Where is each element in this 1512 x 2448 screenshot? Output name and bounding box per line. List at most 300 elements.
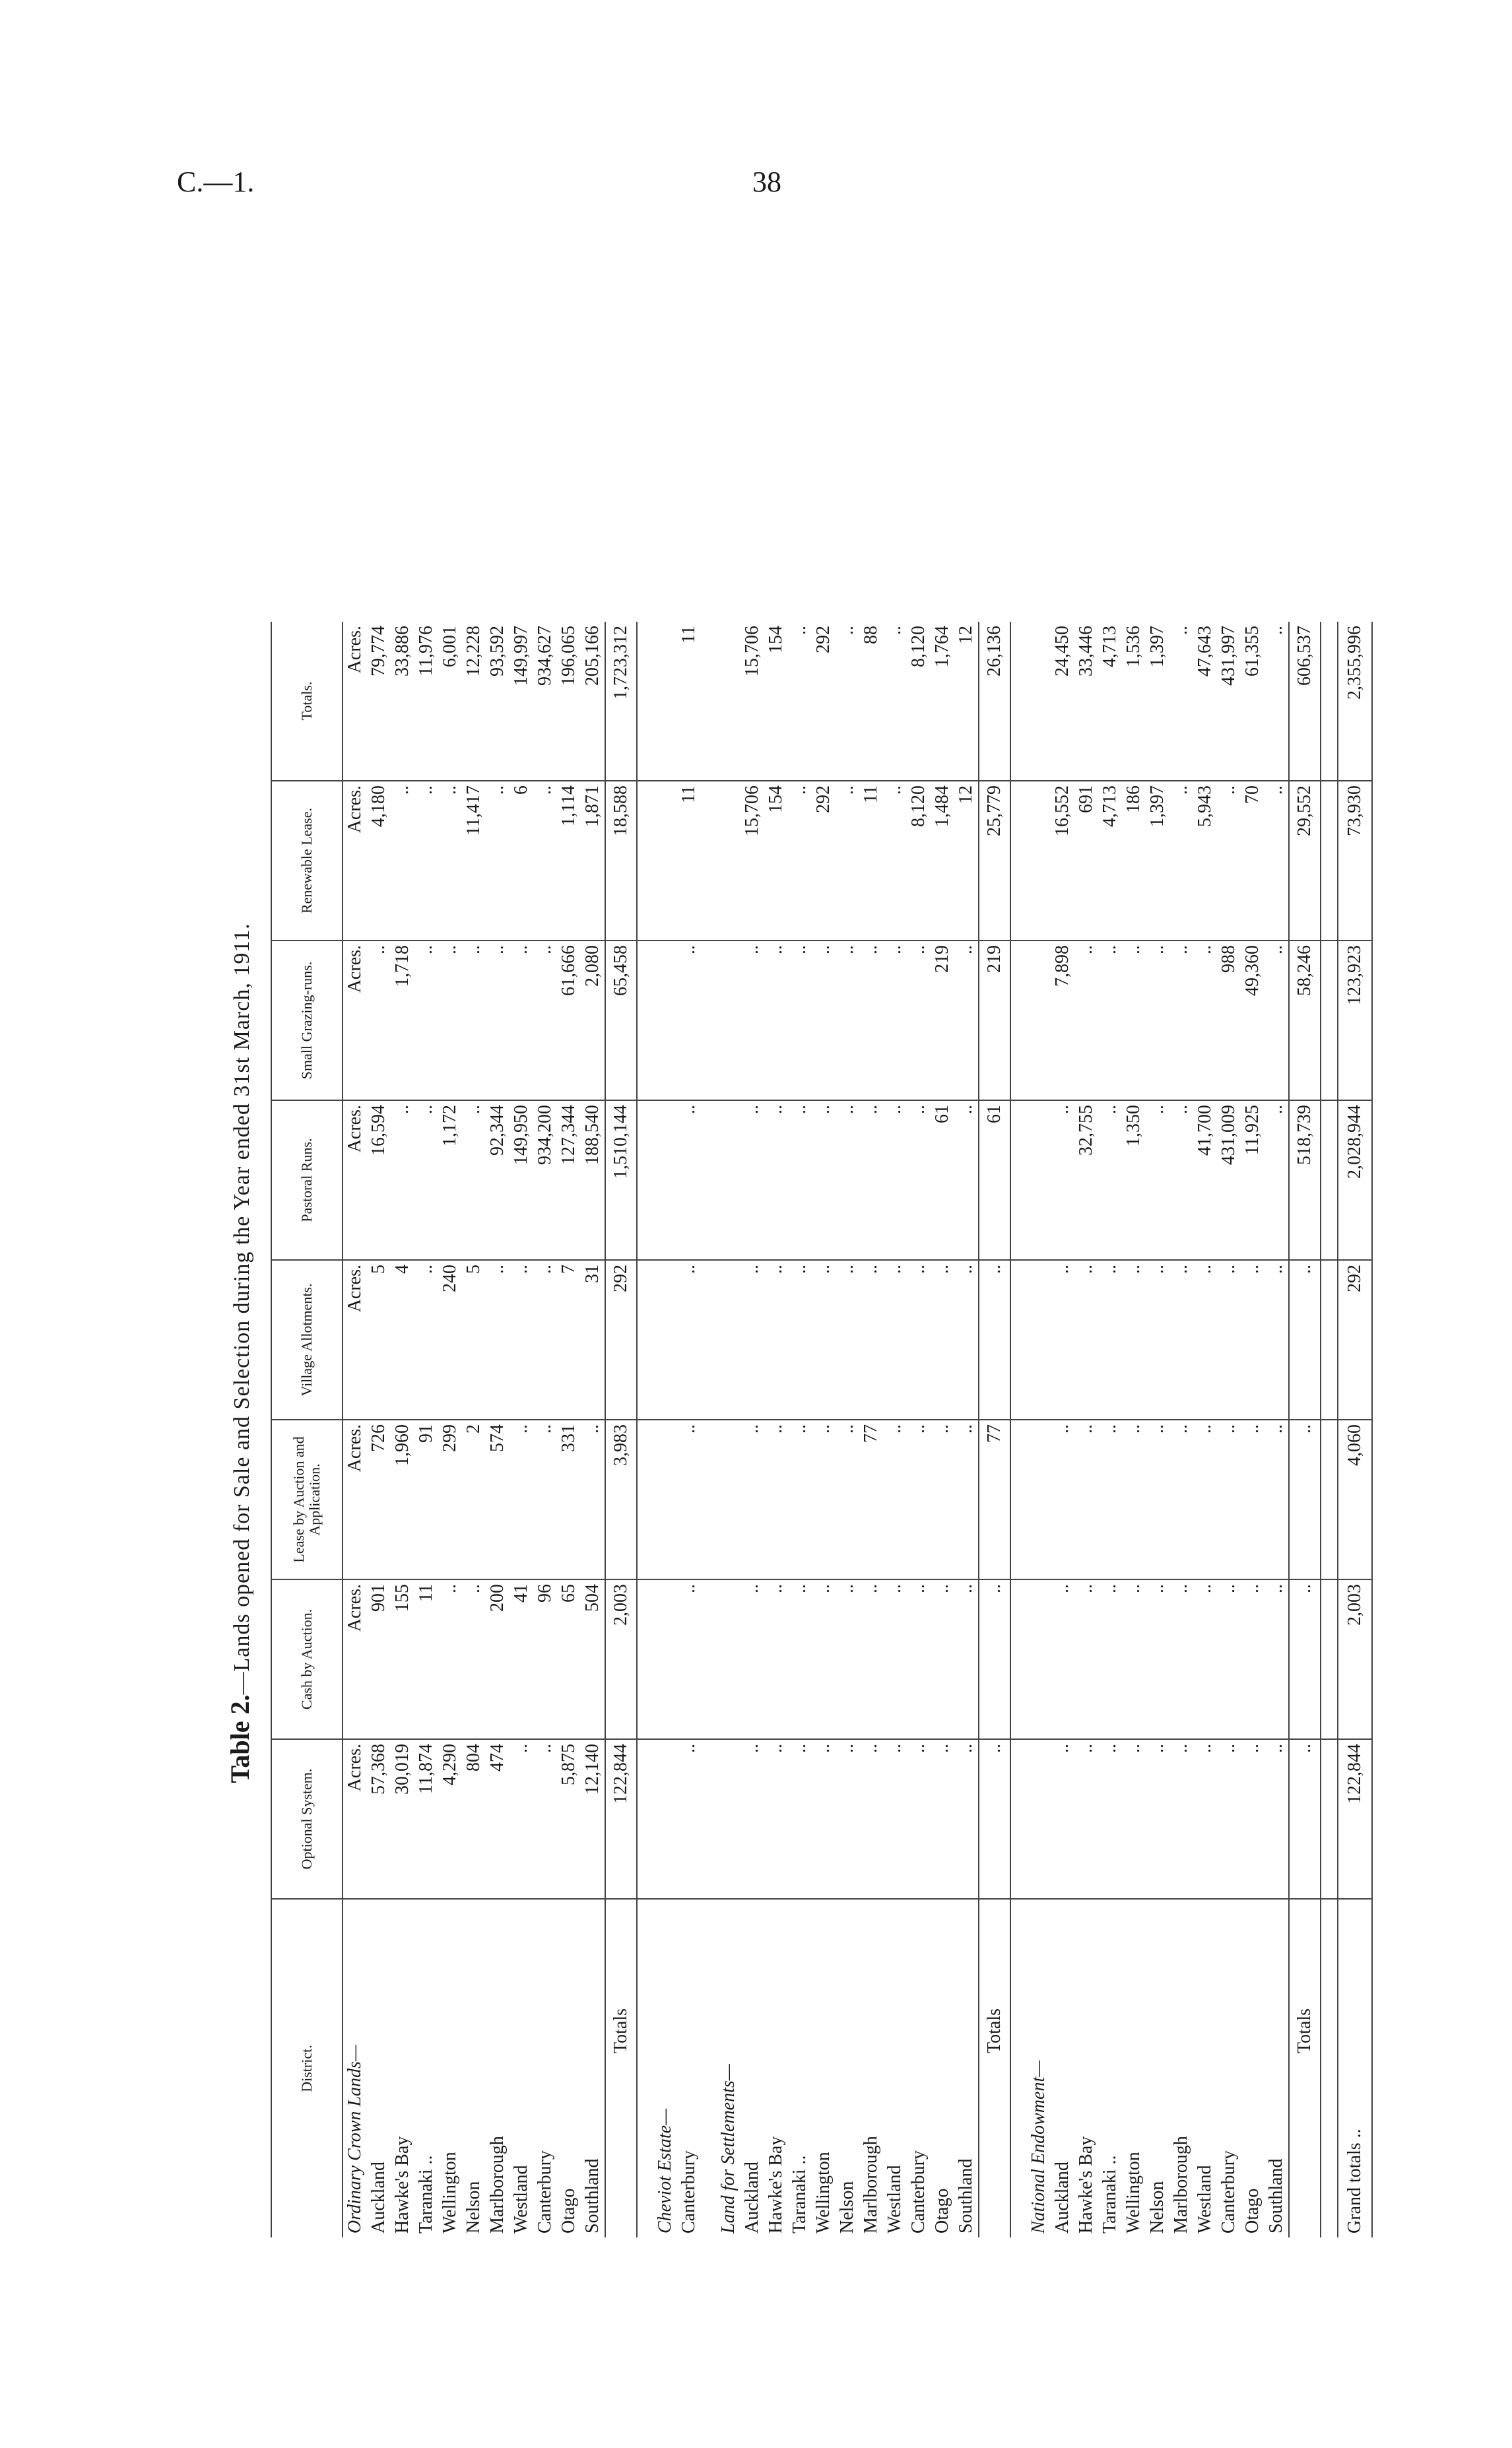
value-cell — [1321, 622, 1338, 781]
table-title — [224, 462, 255, 2244]
district-cell: Nelson — [1147, 2181, 1167, 2233]
value-cell: 1,484 — [931, 781, 954, 941]
value-cell — [701, 941, 717, 1100]
value-cell: .. — [1051, 1739, 1074, 1899]
district-cell: Auckland — [742, 2162, 762, 2233]
table-row — [1074, 622, 1098, 2237]
value-cell: 6,001 — [438, 622, 462, 781]
value-cell: .. — [740, 1260, 764, 1420]
value-cell: .. — [1217, 1420, 1241, 1579]
value-cell: .. — [1146, 1739, 1169, 1899]
column-header: Cash by Auction. — [271, 1579, 343, 1739]
value-cell: .. — [788, 1420, 812, 1579]
value-cell — [1321, 941, 1338, 1100]
district-cell: Ordinary Crown Lands— — [345, 2045, 365, 2233]
value-cell: .. — [764, 1260, 788, 1420]
district-cell: Hawke's Bay — [766, 2136, 786, 2233]
value-cell: .. — [764, 1420, 788, 1579]
value-cell: .. — [509, 1739, 533, 1899]
value-cell: .. — [954, 941, 979, 1100]
value-cell: 25,779 — [979, 781, 1010, 941]
value-cell: .. — [788, 1579, 812, 1739]
value-cell: .. — [954, 1579, 979, 1739]
district-cell: Canterbury — [535, 2150, 555, 2233]
value-cell: 18,588 — [605, 781, 637, 941]
value-cell: 4,060 — [1338, 1420, 1372, 1579]
value-cell: .. — [764, 1739, 788, 1899]
table-row — [1122, 622, 1146, 2237]
value-cell: 26,136 — [979, 622, 1010, 781]
value-cell: 4,180 — [367, 781, 391, 941]
value-cell: .. — [438, 1579, 462, 1739]
value-cell: .. — [1241, 1420, 1265, 1579]
value-cell: .. — [812, 1420, 836, 1579]
value-cell: 96 — [533, 1579, 557, 1739]
district-cell: Wellington — [813, 2152, 834, 2233]
value-cell: 988 — [1217, 941, 1241, 1100]
value-cell: .. — [1265, 941, 1289, 1100]
value-cell: .. — [1169, 1260, 1193, 1420]
value-cell — [653, 941, 677, 1100]
value-cell: .. — [979, 1260, 1010, 1420]
value-cell: .. — [1265, 1100, 1289, 1260]
value-cell: .. — [1146, 1100, 1169, 1260]
value-cell: .. — [677, 1260, 701, 1420]
value-cell: 4,713 — [1098, 781, 1122, 941]
spacer-row — [637, 622, 653, 2237]
district-cell: Southland — [956, 2158, 976, 2233]
value-cell — [653, 622, 677, 781]
value-cell: Acres. — [343, 1579, 367, 1739]
value-cell: 57,368 — [367, 1739, 391, 1899]
column-header: Renewable Lease. — [271, 781, 343, 941]
value-cell: 149,997 — [509, 622, 533, 781]
table-row — [954, 622, 979, 2237]
value-cell: .. — [812, 1739, 836, 1899]
value-cell: .. — [931, 1260, 954, 1420]
district-cell: Otago — [932, 2188, 952, 2233]
value-cell: 127,344 — [557, 1100, 581, 1260]
value-cell: 11 — [859, 781, 883, 941]
value-cell: .. — [907, 1579, 931, 1739]
value-cell: 188,540 — [581, 1100, 605, 1260]
value-cell: 8,120 — [907, 622, 931, 781]
value-cell — [1321, 781, 1338, 941]
value-cell: .. — [367, 941, 391, 1100]
value-cell: .. — [414, 781, 438, 941]
table-row — [1217, 622, 1241, 2237]
value-cell — [1010, 1260, 1027, 1420]
value-cell: 2 — [462, 1420, 486, 1579]
column-header: Pastoral Runs. — [271, 1100, 343, 1260]
value-cell: .. — [414, 941, 438, 1100]
table-row — [1241, 622, 1265, 2237]
value-cell: .. — [1169, 1739, 1193, 1899]
value-cell — [653, 1100, 677, 1260]
value-cell: 219 — [931, 941, 954, 1100]
value-cell: .. — [1289, 1420, 1321, 1579]
value-cell — [701, 1100, 717, 1260]
value-cell — [637, 1100, 653, 1260]
value-cell — [1027, 1260, 1051, 1420]
value-cell: .. — [788, 941, 812, 1100]
value-cell: .. — [1122, 1579, 1146, 1739]
value-cell: .. — [836, 1420, 859, 1579]
value-cell: 1,397 — [1146, 781, 1169, 941]
value-cell: 1,114 — [557, 781, 581, 941]
value-cell — [1321, 1420, 1338, 1579]
value-cell — [637, 1739, 653, 1899]
value-cell: .. — [1265, 1260, 1289, 1420]
value-cell — [1010, 1579, 1027, 1739]
value-cell: .. — [836, 781, 859, 941]
value-cell — [637, 781, 653, 941]
value-cell — [653, 1579, 677, 1739]
value-cell: .. — [740, 1420, 764, 1579]
value-cell — [1027, 1100, 1051, 1260]
value-cell: 122,844 — [1338, 1739, 1372, 1899]
value-cell: .. — [1241, 1579, 1265, 1739]
district-cell: Marlborough — [487, 2136, 508, 2233]
value-cell: .. — [812, 941, 836, 1100]
value-cell: .. — [1289, 1739, 1321, 1899]
district-cell: Southland — [582, 2158, 603, 2233]
table-row — [1169, 622, 1193, 2237]
value-cell: 15,706 — [740, 622, 764, 781]
value-cell: .. — [883, 1100, 907, 1260]
value-cell: 606,537 — [1289, 622, 1321, 781]
value-cell: .. — [859, 1260, 883, 1420]
table-row — [788, 622, 812, 2237]
district-cell: Marlborough — [861, 2136, 881, 2233]
value-cell: 33,886 — [391, 622, 414, 781]
table-row — [557, 622, 581, 2237]
table-row — [740, 622, 764, 2237]
value-cell — [1321, 1739, 1338, 1899]
value-cell: 11,925 — [1241, 1100, 1265, 1260]
value-cell: .. — [533, 1420, 557, 1579]
district-cell: Westland — [511, 2165, 531, 2233]
page-number: 38 — [752, 166, 781, 198]
value-cell: .. — [1074, 1260, 1098, 1420]
value-cell: .. — [1169, 622, 1193, 781]
value-cell: .. — [1074, 1420, 1098, 1579]
district-cell: Canterbury — [1218, 2150, 1239, 2233]
value-cell: 219 — [979, 941, 1010, 1100]
value-cell: .. — [533, 1260, 557, 1420]
value-cell: 574 — [486, 1420, 509, 1579]
value-cell: 331 — [557, 1420, 581, 1579]
district-cell: Nelson — [837, 2181, 857, 2233]
value-cell: .. — [883, 941, 907, 1100]
value-cell: 4 — [391, 1260, 414, 1420]
table-row — [836, 622, 859, 2237]
value-cell: 91 — [414, 1420, 438, 1579]
value-cell: .. — [931, 1739, 954, 1899]
value-cell: .. — [740, 1579, 764, 1739]
value-cell: .. — [1122, 1420, 1146, 1579]
value-cell: .. — [788, 1100, 812, 1260]
table-row — [581, 622, 605, 2237]
value-cell — [717, 1579, 740, 1739]
value-cell: 804 — [462, 1739, 486, 1899]
value-cell: .. — [836, 941, 859, 1100]
section-heading-row — [1027, 622, 1051, 2237]
value-cell: 61,355 — [1241, 622, 1265, 781]
value-cell: .. — [1265, 781, 1289, 941]
district-cell: Marlborough — [1171, 2136, 1191, 2233]
value-cell: .. — [788, 1260, 812, 1420]
district-cell: Totals — [979, 1899, 1010, 2237]
table-row — [907, 622, 931, 2237]
value-cell: 1,723,312 — [605, 622, 637, 781]
value-cell — [701, 1579, 717, 1739]
value-cell: .. — [391, 1100, 414, 1260]
value-cell: 11 — [677, 622, 701, 781]
value-cell: .. — [836, 1579, 859, 1739]
value-cell: 154 — [764, 622, 788, 781]
column-header: Small Grazing-runs. — [271, 941, 343, 1100]
district-cell: Totals — [1289, 1899, 1321, 2237]
district-cell: Taranaki .. — [1100, 2155, 1120, 2233]
value-cell: .. — [954, 1420, 979, 1579]
value-cell: .. — [859, 1739, 883, 1899]
value-cell: 47,643 — [1193, 622, 1217, 781]
value-cell: .. — [1051, 1100, 1074, 1260]
value-cell: .. — [954, 1739, 979, 1899]
table-row — [859, 622, 883, 2237]
table-title-prefix: Table 2. — [225, 1694, 255, 1783]
value-cell: 61,666 — [557, 941, 581, 1100]
table-row — [1193, 622, 1217, 2237]
value-cell: .. — [1193, 1739, 1217, 1899]
table-row — [414, 622, 438, 2237]
value-cell: .. — [1098, 1579, 1122, 1739]
table-row — [1098, 622, 1122, 2237]
value-cell: .. — [486, 1260, 509, 1420]
value-cell — [717, 622, 740, 781]
value-cell: .. — [677, 1100, 701, 1260]
value-cell: .. — [764, 1579, 788, 1739]
table-row — [883, 622, 907, 2237]
value-cell: 934,627 — [533, 622, 557, 781]
value-cell — [653, 781, 677, 941]
value-cell: 1,764 — [931, 622, 954, 781]
value-cell: Acres. — [343, 1739, 367, 1899]
value-cell: 292 — [812, 781, 836, 941]
value-cell: .. — [1074, 941, 1098, 1100]
value-cell: .. — [1193, 1420, 1217, 1579]
value-cell: 32,755 — [1074, 1100, 1098, 1260]
value-cell: .. — [740, 941, 764, 1100]
section-heading-row — [653, 622, 677, 2237]
value-cell: .. — [1265, 622, 1289, 781]
value-cell: 2,080 — [581, 941, 605, 1100]
value-cell: 2,028,944 — [1338, 1100, 1372, 1260]
value-cell — [701, 781, 717, 941]
value-cell: .. — [1098, 1260, 1122, 1420]
value-cell: .. — [883, 622, 907, 781]
value-cell: 1,960 — [391, 1420, 414, 1579]
value-cell: .. — [740, 1739, 764, 1899]
value-cell: 12,140 — [581, 1739, 605, 1899]
value-cell — [701, 622, 717, 781]
value-cell: 11,874 — [414, 1739, 438, 1899]
value-cell: 2,003 — [605, 1579, 637, 1739]
value-cell: 73,930 — [1338, 781, 1372, 941]
value-cell: .. — [907, 1100, 931, 1260]
value-cell: 186 — [1122, 781, 1146, 941]
value-cell: 30,019 — [391, 1739, 414, 1899]
district-cell — [701, 1899, 717, 2237]
value-cell: .. — [788, 1739, 812, 1899]
value-cell: .. — [438, 941, 462, 1100]
value-cell: .. — [883, 1579, 907, 1739]
value-cell: .. — [1193, 941, 1217, 1100]
value-cell: .. — [1241, 1260, 1265, 1420]
table-row — [1146, 622, 1169, 2237]
value-cell — [1027, 941, 1051, 1100]
value-cell — [1010, 1420, 1027, 1579]
value-cell: 1,718 — [391, 941, 414, 1100]
value-cell: 12 — [954, 622, 979, 781]
value-cell: 88 — [859, 622, 883, 781]
value-cell: 299 — [438, 1420, 462, 1579]
value-cell: .. — [883, 1420, 907, 1579]
value-cell: .. — [907, 941, 931, 1100]
value-cell: 24,450 — [1051, 622, 1074, 781]
column-header: Village Allotments. — [271, 1260, 343, 1420]
value-cell: 6 — [509, 781, 533, 941]
district-cell: Canterbury — [908, 2150, 929, 2233]
value-cell: .. — [533, 941, 557, 1100]
value-cell: .. — [907, 1260, 931, 1420]
value-cell: .. — [1217, 1739, 1241, 1899]
value-cell — [1321, 1579, 1338, 1739]
value-cell: 11 — [414, 1579, 438, 1739]
value-cell: .. — [1146, 1579, 1169, 1739]
value-cell: .. — [1146, 1420, 1169, 1579]
value-cell: .. — [812, 1579, 836, 1739]
value-cell — [637, 941, 653, 1100]
value-cell: .. — [1265, 1579, 1289, 1739]
value-cell: 901 — [367, 1579, 391, 1739]
value-cell: 154 — [764, 781, 788, 941]
value-cell: 8,120 — [907, 781, 931, 941]
value-cell: Acres. — [343, 781, 367, 941]
table-title-text: —Lands opened for Sale and Selection during the Year ended 31st March, 1911. — [230, 923, 254, 1695]
value-cell: .. — [1074, 1579, 1098, 1739]
value-cell: .. — [907, 1739, 931, 1899]
district-cell: Totals — [605, 1899, 637, 2237]
value-cell: .. — [883, 1260, 907, 1420]
value-cell: 65 — [557, 1579, 581, 1739]
value-cell: .. — [812, 1100, 836, 1260]
value-cell: 200 — [486, 1579, 509, 1739]
value-cell — [653, 1420, 677, 1579]
value-cell — [1010, 941, 1027, 1100]
value-cell: 1,350 — [1122, 1100, 1146, 1260]
value-cell — [1027, 781, 1051, 941]
value-cell: .. — [859, 1579, 883, 1739]
value-cell — [1321, 1100, 1338, 1260]
value-cell: .. — [1169, 1100, 1193, 1260]
value-cell: .. — [1241, 1739, 1265, 1899]
value-cell: .. — [462, 1100, 486, 1260]
value-cell: 4,290 — [438, 1739, 462, 1899]
value-cell — [701, 1260, 717, 1420]
value-cell: 1,536 — [1122, 622, 1146, 781]
value-cell: .. — [979, 1579, 1010, 1739]
value-cell: 49,360 — [1241, 941, 1265, 1100]
value-cell: 1,510,144 — [605, 1100, 637, 1260]
value-cell: 61 — [931, 1100, 954, 1260]
column-header: Totals. — [271, 622, 343, 781]
value-cell — [701, 1739, 717, 1899]
value-cell: .. — [486, 941, 509, 1100]
value-cell: .. — [414, 1260, 438, 1420]
grand-totals-row — [1338, 622, 1372, 2237]
value-cell: Acres. — [343, 1100, 367, 1260]
value-cell: .. — [836, 1100, 859, 1260]
district-cell: Land for Settlements— — [718, 2064, 739, 2233]
value-cell — [637, 1420, 653, 1579]
column-header: Lease by Auction and Application. — [271, 1420, 343, 1579]
value-cell — [1010, 1739, 1027, 1899]
table-row — [764, 622, 788, 2237]
value-cell: .. — [1169, 941, 1193, 1100]
district-cell: Westland — [884, 2165, 905, 2233]
value-cell: 61 — [979, 1100, 1010, 1260]
value-cell: .. — [1098, 1739, 1122, 1899]
value-cell: 11,417 — [462, 781, 486, 941]
value-cell: .. — [883, 1739, 907, 1899]
value-cell: 292 — [812, 622, 836, 781]
district-cell: Hawke's Bay — [1076, 2136, 1096, 2233]
value-cell — [1321, 1260, 1338, 1420]
district-cell: Nelson — [463, 2181, 484, 2233]
value-cell: 205,166 — [581, 622, 605, 781]
value-cell: .. — [740, 1100, 764, 1260]
value-cell: .. — [931, 1420, 954, 1579]
value-cell: .. — [1051, 1579, 1074, 1739]
value-cell: .. — [859, 941, 883, 1100]
value-cell: Acres. — [343, 1260, 367, 1420]
value-cell — [1010, 1100, 1027, 1260]
value-cell: Acres. — [343, 941, 367, 1100]
spacer-row — [1010, 622, 1027, 2237]
rotated-table-area — [224, 198, 1412, 2244]
value-cell: 79,774 — [367, 622, 391, 781]
value-cell: .. — [1122, 941, 1146, 1100]
table-row — [391, 622, 414, 2237]
value-cell: 123,923 — [1338, 941, 1372, 1100]
district-cell: Hawke's Bay — [392, 2136, 412, 2233]
value-cell: 3,983 — [605, 1420, 637, 1579]
value-cell: .. — [533, 1739, 557, 1899]
value-cell: 934,200 — [533, 1100, 557, 1260]
value-cell: 12 — [954, 781, 979, 941]
table-row — [931, 622, 954, 2237]
value-cell: .. — [1051, 1260, 1074, 1420]
value-cell: 92,344 — [486, 1100, 509, 1260]
value-cell: 7,898 — [1051, 941, 1074, 1100]
value-cell: .. — [1289, 1579, 1321, 1739]
value-cell: 431,997 — [1217, 622, 1241, 781]
table-body — [343, 622, 1372, 2237]
value-cell: .. — [1217, 1260, 1241, 1420]
value-cell: .. — [1051, 1420, 1074, 1579]
